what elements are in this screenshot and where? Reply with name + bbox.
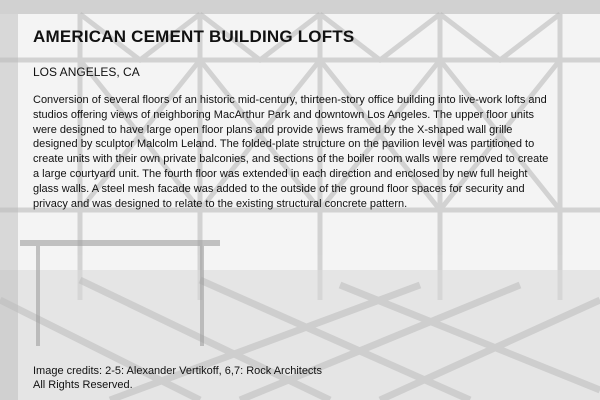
text-panel xyxy=(33,27,573,222)
image-credits xyxy=(33,364,322,392)
rights-line: All Rights Reserved. xyxy=(33,379,133,391)
credits-line: Image credits: 2-5: Alexander Vertikoff, 6,7: Rock Architects xyxy=(33,365,322,377)
project-description: Conversion of several floors of an historic mid-century, thirteen-story office building into live-work lofts and studios offering views of neighboring MacArthur Park and downtown Los Angeles. The upper floor units were designed to have large open floor plans and provide views framed by the X-shaped wall grille designed by sculptor Malcolm Leland. The folded-plate structure on the pavilion level was partitioned to create units with their own private balconies, and sections of the boiler room walls were removed to create a large courtyard unit. The fourth floor was extended in each direction and enclosed by new full height glass walls. A steel mesh facade was added to the outside of the ground floor spaces for security and privacy and was designed to relate to the existing structural concrete pattern. xyxy=(33,94,549,210)
location-label: LOS ANGELES, CA xyxy=(33,65,140,79)
page-title: AMERICAN CEMENT BUILDING LOFTS xyxy=(33,27,355,46)
